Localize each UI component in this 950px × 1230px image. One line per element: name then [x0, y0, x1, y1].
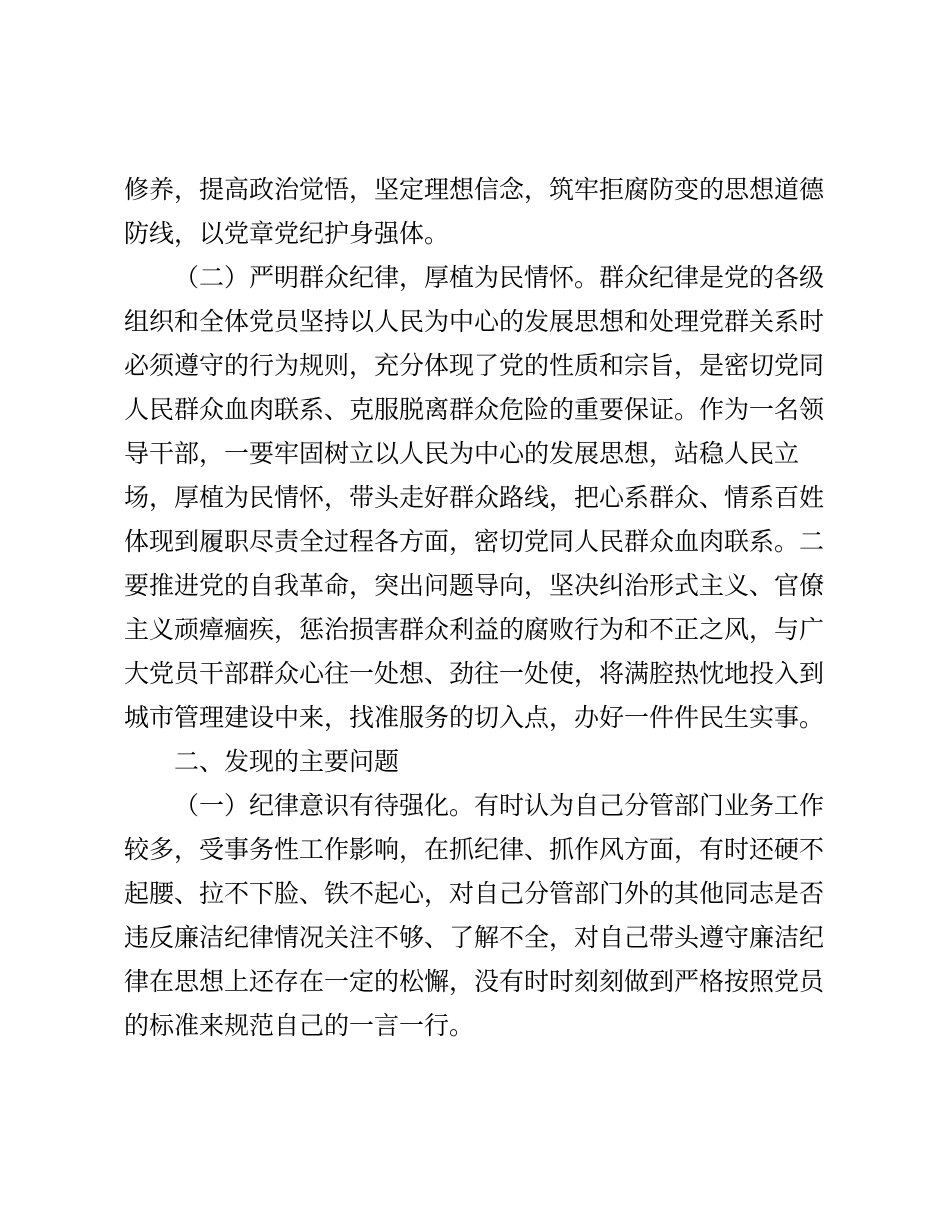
text-line: 修养，提高政治觉悟，坚定理想信念，筑牢拒腐防变的思想道德 — [124, 175, 825, 204]
text-line: 律在思想上还存在一定的松懈，没有时时刻刻做到严格按照党员 — [124, 967, 825, 996]
text-line: 体现到履职尽责全过程各方面，密切党同人民群众血肉联系。二 — [124, 527, 825, 556]
document-body — [124, 168, 824, 1048]
paragraph-heading-line: （一）纪律意识有待强化。有时认为自己分管部门业务工作 — [174, 791, 825, 820]
section-heading: 二、发现的主要问题 — [174, 747, 400, 776]
text-line: 起腰、拉不下脸、铁不起心，对自己分管部门外的其他同志是否 — [124, 879, 825, 908]
text-line: 城市管理建设中来，找准服务的切入点，办好一件件民生实事。 — [124, 703, 825, 732]
text-line: 防线，以党章党纪护身强体。 — [124, 219, 450, 248]
text-line: 场，厚植为民情怀，带头走好群众路线，把心系群众、情系百姓 — [124, 483, 825, 512]
text-line: 主义顽瘴痼疾，惩治损害群众利益的腐败行为和不正之风，与广 — [124, 615, 825, 644]
text-line: 较多，受事务性工作影响，在抓纪律、抓作风方面，有时还硬不 — [124, 835, 825, 864]
text-line: 导干部，一要牢固树立以人民为中心的发展思想，站稳人民立 — [124, 439, 800, 468]
text-line: 大党员干部群众心往一处想、劲往一处使，将满腔热忱地投入到 — [124, 659, 825, 688]
text-line: 的标准来规范自己的一言一行。 — [124, 1011, 475, 1040]
text-line: 组织和全体党员坚持以人民为中心的发展思想和处理党群关系时 — [124, 307, 825, 336]
paragraph-heading-line: （二）严明群众纪律，厚植为民情怀。群众纪律是党的各级 — [174, 263, 825, 292]
text-line: 要推进党的自我革命，突出问题导向，坚决纠治形式主义、官僚 — [124, 571, 825, 600]
text-line: 人民群众血肉联系、克服脱离群众危险的重要保证。作为一名领 — [124, 395, 825, 424]
text-line: 必须遵守的行为规则，充分体现了党的性质和宗旨，是密切党同 — [124, 351, 825, 380]
text-line: 违反廉洁纪律情况关注不够、了解不全，对自己带头遵守廉洁纪 — [124, 923, 825, 952]
